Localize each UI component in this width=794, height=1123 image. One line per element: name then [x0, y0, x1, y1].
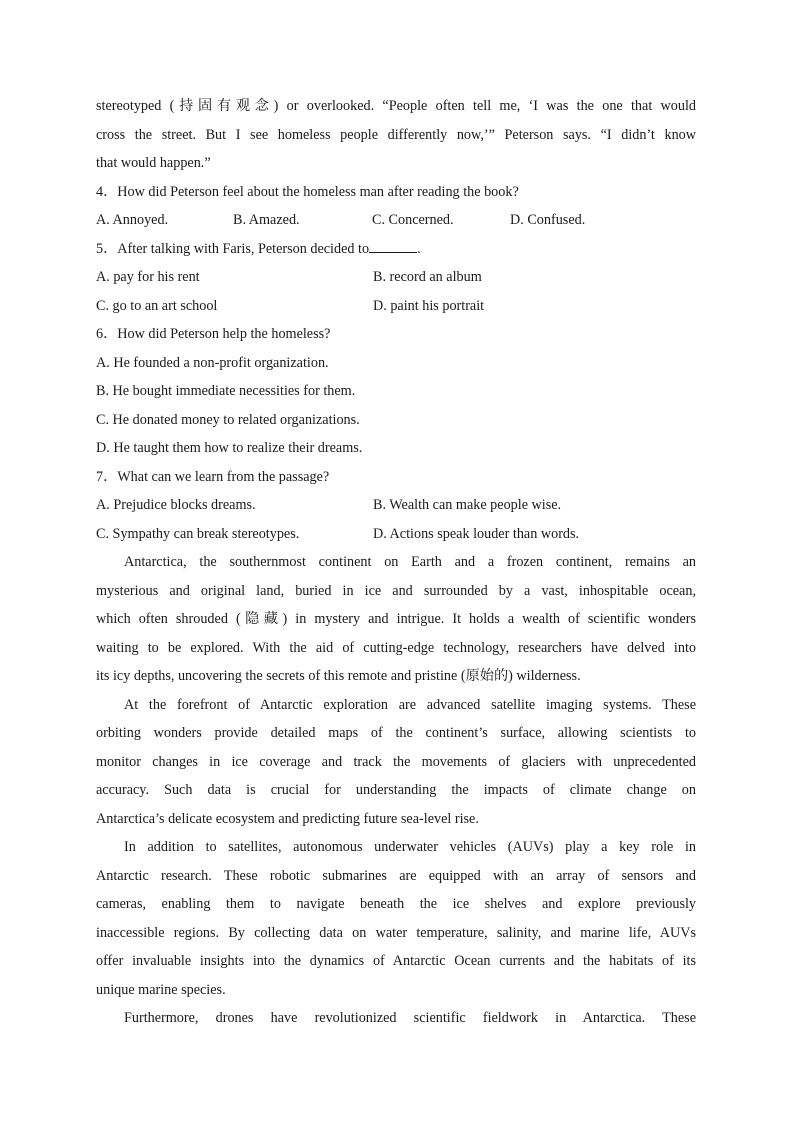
- paragraph-line: accuracy. Such data is crucial for understanding the impacts of climate change on: [96, 782, 696, 798]
- paragraph-3: [96, 833, 696, 1004]
- paragraph-line: unique marine species.: [96, 981, 226, 998]
- paragraph-line: Antarctica’s delicate ecosystem and predicting future sea-level rise.: [96, 810, 479, 827]
- question-5-stem: 5．After talking with Faris, Peterson decided to .: [96, 235, 696, 264]
- document-page: [96, 92, 696, 1033]
- question-7-options-row-2: [96, 520, 696, 549]
- option-a: A. Prejudice blocks dreams.: [96, 497, 256, 513]
- paragraph-line: mysterious and original land, buried in ice and surrounded by a vast, inhospitable ocean,: [96, 582, 696, 599]
- option-b: B. record an album: [373, 269, 482, 285]
- paragraph-line: inaccessible regions. By collecting data on water temperature, salinity, and marine life, AUVs: [96, 924, 696, 941]
- answer-blank: [369, 238, 417, 253]
- paragraph-1: [96, 548, 696, 691]
- question-7-options-row-1: [96, 491, 696, 520]
- paragraph-4: [96, 1004, 696, 1033]
- option-c: C. He donated money to related organizations.: [96, 411, 360, 428]
- paragraph-line: Furthermore, drones have revolutionized scientific fieldwork in Antarctica. These: [124, 1010, 696, 1026]
- question-7-stem: 7．What can we learn from the passage?: [96, 468, 330, 485]
- intro-line: stereotyped (持固有观念) or overlooked. “People often tell me, ‘I was the one that would: [96, 98, 696, 114]
- option-a: A. He founded a non-profit organization.: [96, 354, 329, 371]
- question-6-stem: 6．How did Peterson help the homeless?: [96, 326, 331, 342]
- option-d: D. Confused.: [510, 212, 586, 228]
- paragraph-line: orbiting wonders provide detailed maps of the continent’s surface, allowing scientists to: [96, 725, 696, 741]
- paragraph-line: In addition to satellites, autonomous underwater vehicles (AUVs) play a key role in: [124, 839, 696, 855]
- option-c: C. go to an art school: [96, 297, 218, 314]
- intro-line: that would happen.”: [96, 155, 211, 171]
- paragraph-line: its icy depths, uncovering the secrets of this remote and pristine (原始的) wilderness.: [96, 668, 581, 684]
- option-b: B. Wealth can make people wise.: [373, 497, 562, 513]
- paragraph-line: cameras, enabling them to navigate beneath the ice shelves and explore previously: [96, 896, 696, 912]
- paragraph-line: monitor changes in ice coverage and track the movements of glaciers with unprecedented: [96, 753, 696, 770]
- paragraph-line: waiting to be explored. With the aid of cutting-edge technology, researchers have delved into: [96, 639, 696, 656]
- paragraph-line: offer invaluable insights into the dynamics of Antarctic Ocean currents and the habitats of its: [96, 953, 696, 969]
- question-5-options-row-2: [96, 292, 696, 321]
- option-a: A. pay for his rent: [96, 269, 200, 285]
- paragraph-2: [96, 691, 696, 834]
- option-c: C. Concerned.: [372, 212, 454, 228]
- question-4-options: [96, 206, 696, 235]
- paragraph-line: which often shrouded (隐藏) in mystery and intrigue. It holds a wealth of scientific wonders: [96, 611, 696, 627]
- option-c: C. Sympathy can break stereotypes.: [96, 525, 300, 542]
- paragraph-line: Antarctica, the southernmost continent on Earth and a frozen continent, remains an: [124, 554, 696, 570]
- option-d: D. Actions speak louder than words.: [373, 525, 580, 542]
- paragraph-line: Antarctic research. These robotic submarines are equipped with an array of sensors and: [96, 867, 696, 884]
- paragraph-line: At the forefront of Antarctic exploration are advanced satellite imaging systems. These: [124, 696, 696, 713]
- question-4-stem: 4．How did Peterson feel about the homeless man after reading the book?: [96, 183, 519, 200]
- option-a: A. Annoyed.: [96, 212, 169, 228]
- option-b: B. Amazed.: [233, 212, 300, 228]
- option-b: B. He bought immediate necessities for them.: [96, 383, 356, 399]
- option-d: D. He taught them how to realize their dreams.: [96, 440, 363, 456]
- intro-line: cross the street. But I see homeless people differently now,’” Peterson says. “I didn’t know: [96, 126, 696, 143]
- question-5-options-row-1: [96, 263, 696, 292]
- option-d: D. paint his portrait: [373, 297, 485, 314]
